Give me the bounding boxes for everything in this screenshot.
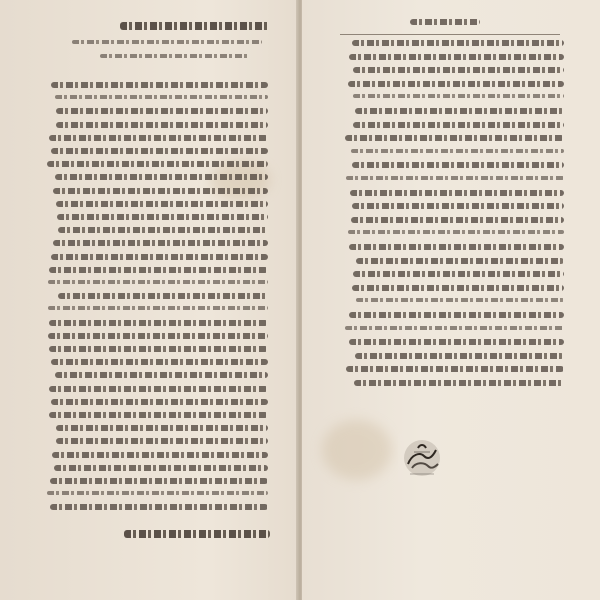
text-line: [48, 280, 268, 284]
text-line: [55, 95, 268, 99]
text-line: [356, 298, 564, 302]
text-line: [49, 412, 268, 418]
running-header-line: [410, 19, 480, 25]
text-line: [355, 108, 564, 114]
text-line: [53, 188, 268, 194]
paper-stain: [322, 420, 392, 480]
text-line: [51, 399, 268, 405]
text-line: [353, 67, 564, 73]
text-line: [351, 217, 564, 223]
text-line: [51, 254, 268, 260]
text-line: [346, 176, 564, 180]
text-line: [348, 81, 564, 87]
text-line: [56, 108, 268, 114]
text-line: [47, 491, 268, 495]
text-line: [345, 326, 564, 330]
text-line: [58, 293, 268, 299]
text-line: [351, 149, 564, 153]
text-line: [345, 135, 564, 141]
text-line: [348, 230, 564, 234]
text-line: [349, 339, 564, 345]
text-line: [349, 244, 564, 250]
text-line: [57, 214, 268, 220]
text-line: [353, 122, 564, 128]
text-line: [350, 190, 564, 196]
text-line: [354, 380, 564, 386]
text-line: [56, 425, 268, 431]
text-line: [50, 504, 268, 510]
text-line: [49, 320, 268, 326]
text-line: [346, 366, 564, 372]
text-line: [54, 465, 268, 471]
text-line: [48, 333, 268, 339]
left-page: [0, 0, 298, 600]
title-line: [120, 22, 270, 30]
header-rule: [340, 34, 560, 35]
text-line: [56, 122, 268, 128]
text-line: [349, 312, 564, 318]
engraving-vignette: [398, 434, 446, 482]
text-line: [49, 135, 268, 141]
text-line: [356, 258, 564, 264]
text-line: [55, 372, 268, 378]
text-line: [56, 438, 268, 444]
signature-mark: [124, 530, 270, 538]
text-line: [51, 82, 268, 88]
text-line: [352, 40, 564, 46]
text-line: [352, 203, 564, 209]
text-line: [49, 267, 268, 273]
text-line: [47, 161, 268, 167]
text-line: [353, 94, 564, 98]
subtitle-line: [100, 54, 250, 58]
text-line: [48, 306, 268, 310]
text-line: [51, 359, 268, 365]
text-line: [56, 201, 268, 207]
text-line: [58, 227, 268, 233]
text-line: [349, 54, 564, 60]
text-line: [51, 148, 268, 154]
subtitle-line: [72, 40, 262, 44]
text-line: [353, 271, 564, 277]
text-line: [352, 285, 564, 291]
text-line: [52, 452, 268, 458]
text-line: [352, 162, 564, 168]
text-line: [53, 240, 268, 246]
right-page: [302, 0, 600, 600]
text-line: [50, 478, 268, 484]
text-line: [55, 174, 268, 180]
text-line: [355, 353, 564, 359]
text-line: [49, 386, 268, 392]
text-line: [49, 346, 268, 352]
